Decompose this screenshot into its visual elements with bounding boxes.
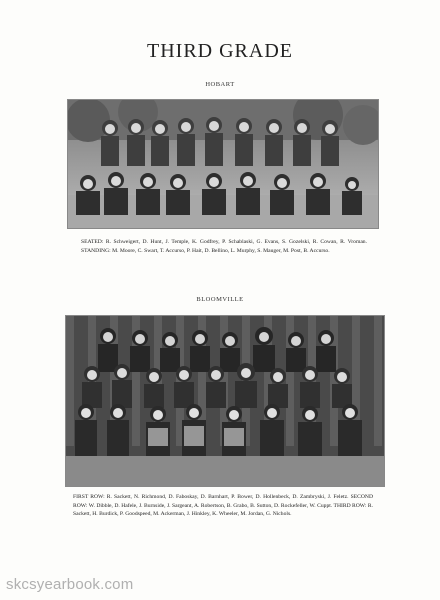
page-title: THIRD GRADE [147,40,293,62]
bloomville-photo-image [66,316,384,486]
bloomville-class-photo [65,315,385,487]
bloomville-section-label: BLOOMVILLE [196,296,244,303]
hobart-photo-image [68,100,378,228]
hobart-section-label: HOBART [205,81,235,88]
hobart-class-photo [67,99,379,229]
bloomville-caption: FIRST ROW: R. Sackett, N. Richmond, D. Faboskay, D. Barnhart, P. Bower, D. Hollenbeck, D. Zambryski, J. Feletz. SECOND ROW: W. Dibble, D. Hafele, J. Burnside, J. Sargeant, A. Robertson, B. Grabo, B. Sutton, D. Rockefeller, W. Cuppt. THIRD ROW: R. Sackett, H. Burdick, P. Goodspeed, M. Ackerman, J. Hinkley, K. Wheeler, M. Jordan, G. Nichols. [73,494,373,518]
hobart-caption: SEATED: R. Schweigert, D. Hunt, J. Temple, K. Godfrey, P. Schablaski, G. Evans, S. Gozelski, R. Cowan, R. Vroman. STANDING: M. Moore, C. Swart, T. Accurso, P. Hait, D. Bellino, L. Murphy, S. Mauger, M. Post, B. Accurso. [81,239,367,254]
watermark-text: skcsyearbook.com [6,576,134,593]
